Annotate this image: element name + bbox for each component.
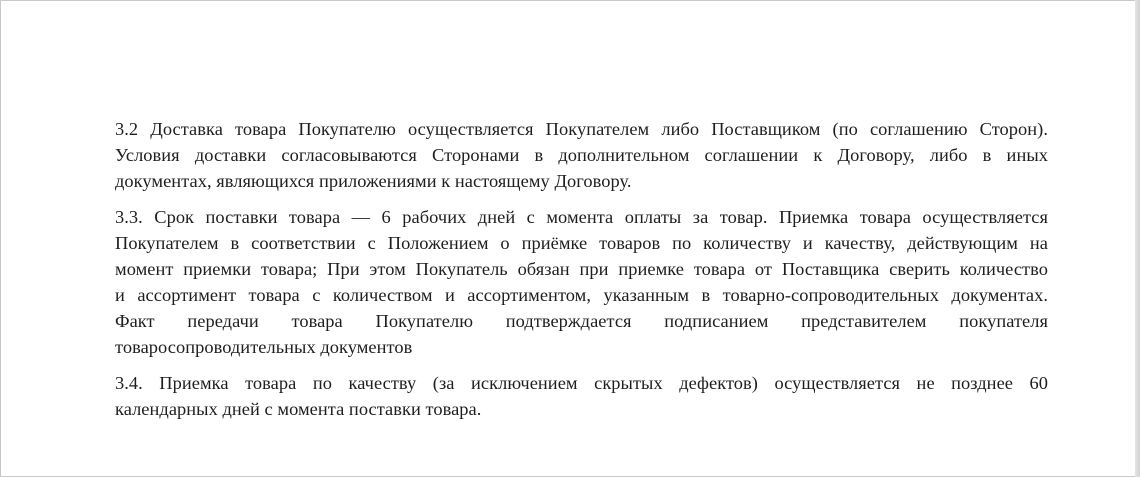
paragraph-line: 3.2 Доставка товара Покупателю осуществляется Покупателем либо Поставщиком (по соглашению Сторон).	[115, 119, 1048, 139]
paragraph-line: и ассортимент товара с количеством и ассортиментом, указанным в товарно-сопроводительных документах.	[115, 285, 1048, 305]
paragraph-line: товаросопроводительных документов	[115, 337, 413, 357]
paragraph-line: документах, являющихся приложениями к настоящему Договору.	[115, 171, 632, 191]
paragraph-3-3	[115, 204, 1048, 360]
paragraph-3-4	[115, 370, 1048, 422]
document-body	[115, 116, 1048, 432]
paragraph-3-2	[115, 116, 1048, 194]
paragraph-line: календарных дней с момента поставки товара.	[115, 399, 482, 419]
paragraph-line: Условия доставки согласовываются Сторонами в дополнительном соглашении к Договору, либо в иных	[115, 145, 1048, 165]
paragraph-line: 3.4. Приемка товара по качеству (за исключением скрытых дефектов) осуществляется не позднее 60	[115, 373, 1048, 393]
window-edge	[1135, 0, 1140, 477]
paragraph-line: Покупателем в соответствии с Положением о приёмке товаров по количеству и качеству, действующим на	[115, 233, 1048, 253]
paragraph-line: Факт передачи товара Покупателю подтверждается подписанием представителем покупателя	[115, 311, 1048, 331]
paragraph-line: 3.3. Срок поставки товара — 6 рабочих дней с момента оплаты за товар. Приемка товара осуществляется	[115, 207, 1048, 227]
paragraph-line: момент приемки товара; При этом Покупатель обязан при приемке товара от Поставщика сверить количество	[115, 259, 1048, 279]
